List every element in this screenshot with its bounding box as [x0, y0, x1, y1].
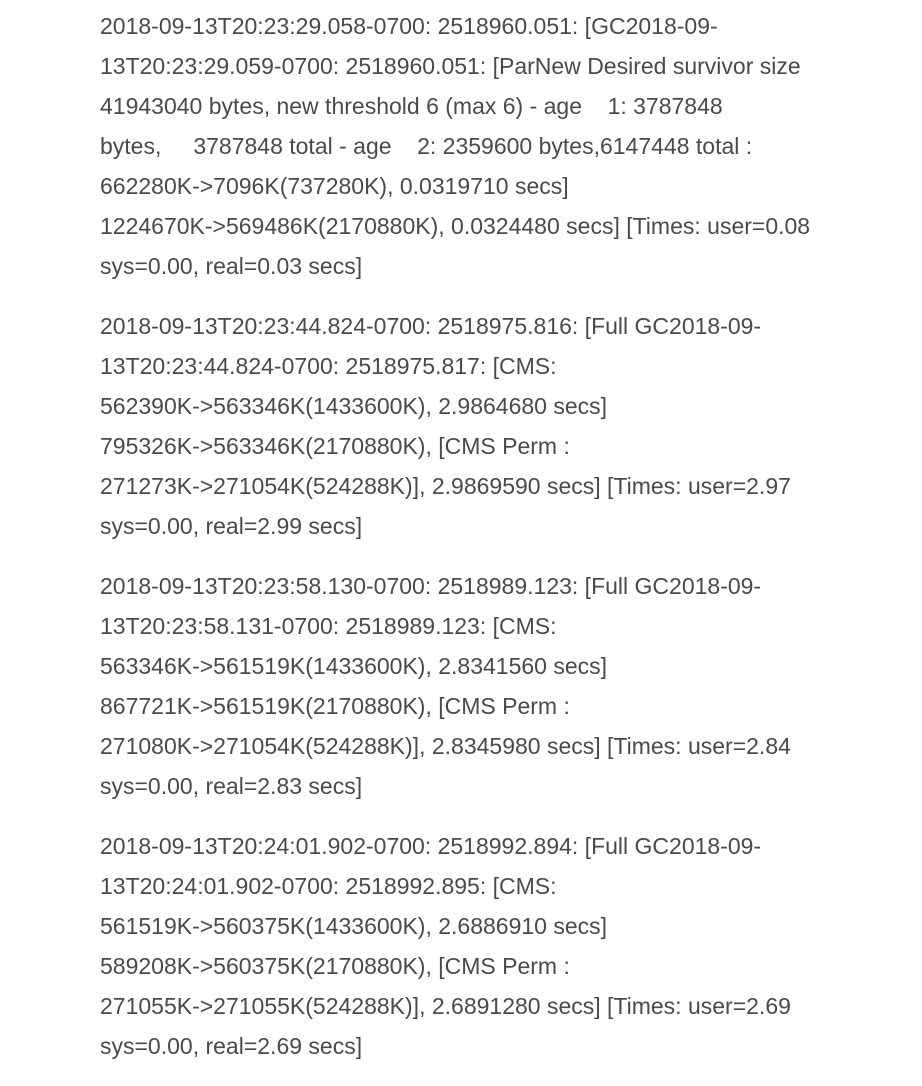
- log-line: sys=0.00, real=2.99 secs]: [100, 513, 363, 539]
- log-line: 795326K->563346K(2170880K), [CMS Perm :: [100, 433, 570, 459]
- log-line: 662280K->7096K(737280K), 0.0319710 secs]: [100, 173, 569, 199]
- log-line: 2018-09-13T20:23:58.130-0700: 2518989.123: [Full GC2018-09-: [100, 573, 762, 599]
- log-line: 13T20:23:58.131-0700: 2518989.123: [CMS:: [100, 613, 557, 639]
- log-line: 2018-09-13T20:23:44.824-0700: 2518975.816: [Full GC2018-09-: [100, 313, 762, 339]
- log-line: 271273K->271054K(524288K)], 2.9869590 secs] [Times: user=2.97: [100, 473, 791, 499]
- log-line: sys=0.00, real=2.69 secs]: [100, 1033, 363, 1059]
- gc-log-entry: [100, 566, 900, 806]
- log-line: 13T20:24:01.902-0700: 2518992.895: [CMS:: [100, 873, 557, 899]
- log-line: 271080K->271054K(524288K)], 2.8345980 secs] [Times: user=2.84: [100, 733, 791, 759]
- log-line: 13T20:23:29.059-0700: 2518960.051: [ParNew Desired survivor size: [100, 53, 801, 79]
- log-line: sys=0.00, real=2.83 secs]: [100, 773, 363, 799]
- log-line: bytes, 3787848 total - age 2: 2359600 bytes,6147448 total :: [100, 133, 753, 159]
- log-line: 271055K->271055K(524288K)], 2.6891280 secs] [Times: user=2.69: [100, 993, 791, 1019]
- log-line: 41943040 bytes, new threshold 6 (max 6) - age 1: 3787848: [100, 93, 723, 119]
- log-line: 561519K->560375K(1433600K), 2.6886910 secs]: [100, 913, 608, 939]
- log-line: 13T20:23:44.824-0700: 2518975.817: [CMS:: [100, 353, 557, 379]
- log-line: 867721K->561519K(2170880K), [CMS Perm :: [100, 693, 570, 719]
- log-line: 2018-09-13T20:23:29.058-0700: 2518960.051: [GC2018-09-: [100, 13, 718, 39]
- gc-log-entry: [100, 306, 900, 546]
- log-line: 562390K->563346K(1433600K), 2.9864680 secs]: [100, 393, 608, 419]
- gc-log-content: [100, 6, 900, 1086]
- gc-log-entry: [100, 6, 900, 286]
- log-line: 1224670K->569486K(2170880K), 0.0324480 secs] [Times: user=0.08: [100, 213, 811, 239]
- gc-log-entry: [100, 826, 900, 1066]
- log-line: sys=0.00, real=0.03 secs]: [100, 253, 363, 279]
- log-line: 589208K->560375K(2170880K), [CMS Perm :: [100, 953, 570, 979]
- log-line: 563346K->561519K(1433600K), 2.8341560 secs]: [100, 653, 608, 679]
- log-line: 2018-09-13T20:24:01.902-0700: 2518992.894: [Full GC2018-09-: [100, 833, 762, 859]
